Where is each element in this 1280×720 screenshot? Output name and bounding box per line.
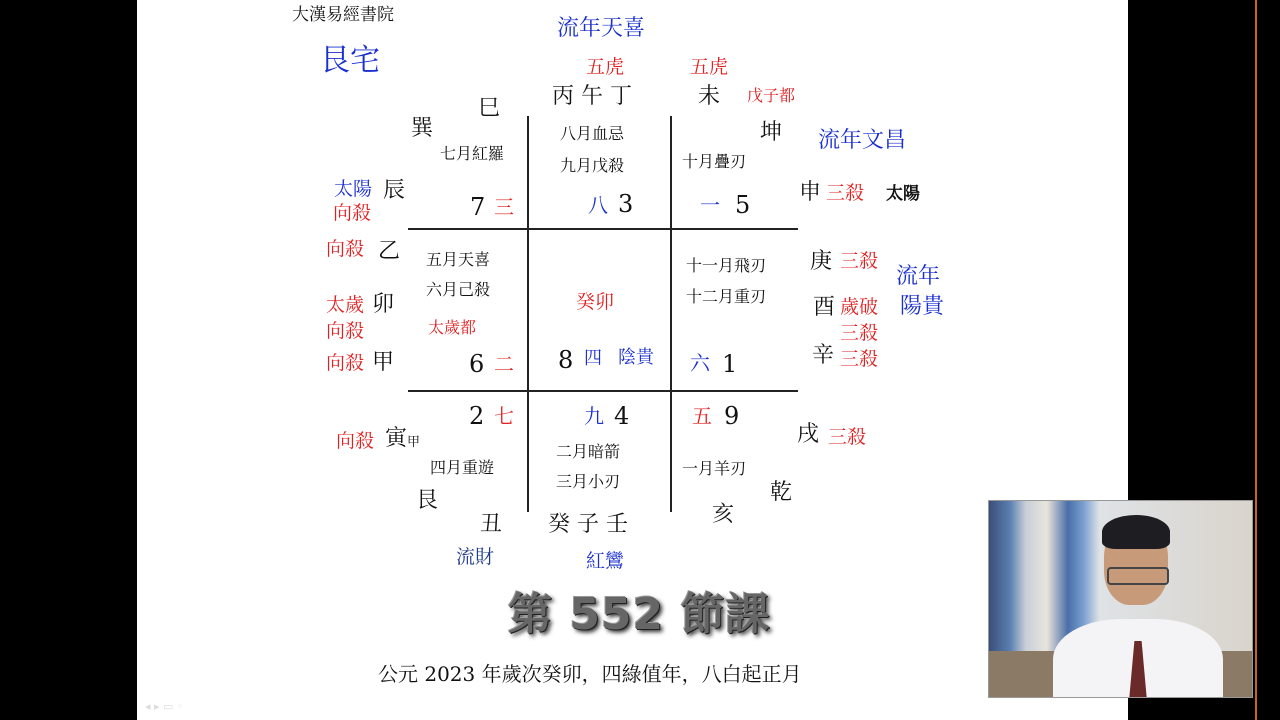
label-liunian: 流年 — [896, 264, 941, 289]
cell-n-month-1: 八月血忌 — [560, 124, 625, 143]
mountain-jia: 甲 — [372, 350, 395, 375]
mountains-gui-zi-ren: 癸 子 壬 — [548, 512, 628, 537]
cell-se-flying: 五 — [692, 404, 712, 428]
label-wenchang: 流年文昌 — [818, 128, 907, 153]
mountain-xun: 巽 — [411, 116, 434, 141]
cell-s-base: 4 — [614, 402, 630, 430]
label-hongluan: 紅鸞 — [586, 550, 625, 572]
cell-se-base: 9 — [724, 402, 740, 430]
cell-w-taisui-du: 太歲都 — [428, 318, 477, 337]
mountain-yin-sub: 甲 — [407, 435, 421, 450]
label-xiangsha-3: 向殺 — [326, 320, 365, 342]
mountain-qian: 乾 — [770, 480, 793, 505]
label-xiangsha-4: 向殺 — [326, 352, 365, 374]
school-name: 大漢易經書院 — [292, 5, 394, 25]
grid-line-v2 — [670, 116, 672, 512]
cell-n-month-2: 九月戊殺 — [560, 156, 625, 175]
lesson-title: 第 552 節課 — [508, 589, 771, 640]
label-flow-tianxi: 流年天喜 — [557, 16, 646, 41]
mountains-bing-wu-ding: 丙 午 丁 — [552, 84, 632, 109]
cell-n-flying: 八 — [588, 193, 608, 217]
cell-c-yingui: 陰貴 — [618, 347, 654, 368]
label-xiangsha-5: 向殺 — [336, 430, 375, 452]
label-taiyang-left: 太陽 — [334, 178, 373, 200]
left-black-bar — [0, 0, 137, 720]
grid-line-v1 — [527, 116, 529, 512]
mountain-you: 酉 — [813, 295, 836, 320]
cell-w-flying: 二 — [494, 352, 514, 376]
cell-c-year: 癸卯 — [576, 291, 615, 313]
label-wuzi-du: 戊子都 — [747, 86, 796, 105]
mountain-xu: 戌 — [797, 422, 820, 447]
cell-w-base: 6 — [469, 350, 485, 378]
mountain-yi: 乙 — [378, 239, 401, 264]
mountain-shen: 申 — [799, 180, 822, 205]
house-title: 艮宅 — [320, 43, 380, 78]
cell-e-month-2: 十二月重刃 — [686, 287, 767, 306]
slide-controls-icon[interactable]: ◂ ▸ ▭ ◦ — [145, 700, 184, 713]
grid-line-h2 — [408, 390, 798, 392]
cell-se-month: 一月羊刃 — [682, 459, 747, 478]
presenter-hair — [1102, 515, 1170, 549]
cell-nw-month: 七月紅羅 — [440, 144, 505, 163]
mountain-si: 巳 — [478, 96, 501, 121]
cell-e-flying: 六 — [690, 351, 710, 375]
cell-w-month-2: 六月己殺 — [426, 280, 491, 299]
label-sansha-1: 三殺 — [826, 182, 865, 204]
cell-nw-flying: 三 — [494, 195, 514, 219]
label-xiangsha-1: 向殺 — [333, 202, 372, 224]
label-sansha-2: 三殺 — [840, 250, 879, 272]
mountain-mao: 卯 — [372, 292, 395, 317]
cell-ne-flying: 一 — [700, 193, 720, 217]
label-yanggui: 陽貴 — [900, 294, 945, 319]
mountain-yin: 寅 — [385, 426, 408, 451]
cell-s-month-2: 三月小刃 — [556, 472, 621, 491]
label-taiyang-right: 太陽 — [886, 184, 920, 204]
label-wuhu-right: 五虎 — [690, 56, 729, 78]
mountain-xin: 辛 — [812, 343, 835, 368]
cell-s-flying: 九 — [584, 404, 604, 428]
right-edge-line — [1255, 0, 1257, 720]
cell-w-month-1: 五月天喜 — [426, 250, 491, 269]
cell-c-base: 8 — [558, 346, 574, 374]
label-liucai: 流財 — [456, 546, 495, 568]
mountain-chou: 丑 — [480, 512, 503, 537]
mountain-gen: 艮 — [416, 488, 439, 513]
cell-nw-base: 7 — [470, 193, 486, 221]
label-sansha-3: 三殺 — [840, 322, 879, 344]
mountain-wei: 未 — [698, 84, 721, 109]
mountain-kun: 坤 — [760, 120, 783, 145]
cell-ne-base: 5 — [735, 191, 751, 219]
cell-sw-base: 2 — [469, 402, 485, 430]
cell-s-month-1: 二月暗箭 — [556, 442, 621, 461]
cell-n-base: 3 — [618, 190, 634, 218]
cell-sw-month: 四月重遊 — [430, 458, 495, 477]
cell-sw-flying: 七 — [494, 404, 514, 428]
label-xiangsha-2: 向殺 — [326, 238, 365, 260]
cell-e-month-1: 十一月飛刃 — [686, 256, 767, 275]
mountain-hai: 亥 — [712, 502, 735, 527]
label-sansha-4: 三殺 — [840, 348, 879, 370]
label-suipo: 歲破 — [840, 296, 879, 318]
webcam-overlay — [988, 500, 1253, 698]
cell-e-base: 1 — [722, 350, 738, 378]
cell-c-flying: 四 — [584, 348, 602, 369]
mountain-chen: 辰 — [383, 178, 406, 203]
cell-ne-month: 十月疊刃 — [682, 152, 747, 171]
label-sansha-5: 三殺 — [828, 426, 867, 448]
label-wuhu-left: 五虎 — [586, 56, 625, 78]
mountain-geng: 庚 — [810, 249, 833, 274]
footer-caption: 公元 2023 年歲次癸卯，四綠值年，八白起正月 — [378, 662, 802, 686]
presenter-glasses — [1107, 567, 1169, 585]
grid-line-h1 — [408, 228, 798, 230]
label-taisui: 太歲 — [326, 294, 365, 316]
